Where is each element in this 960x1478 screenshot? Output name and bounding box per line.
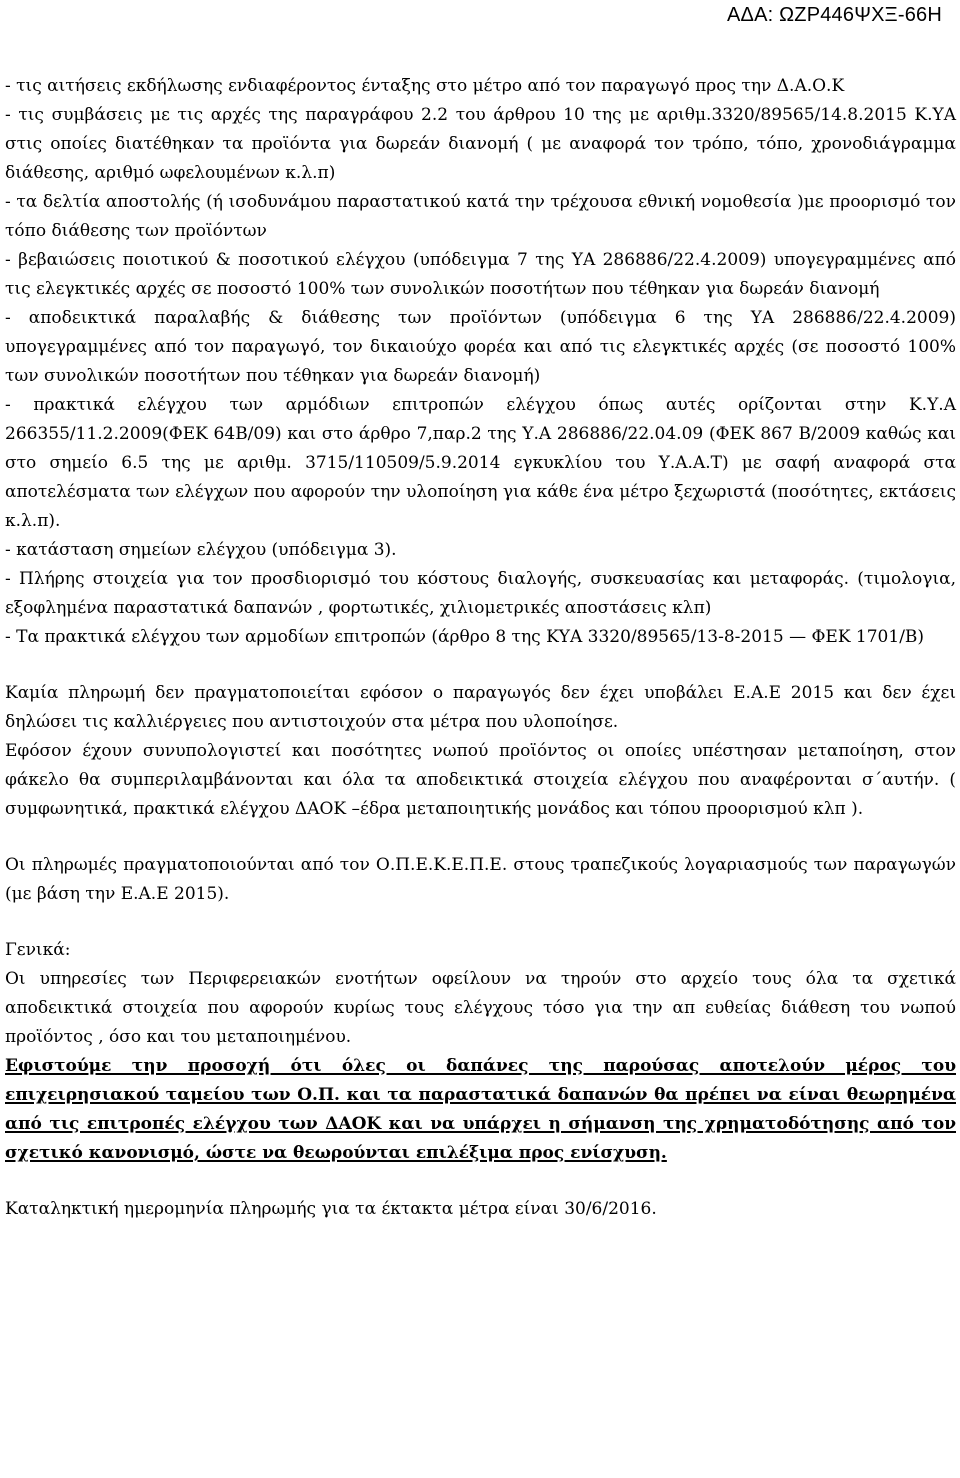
no-payment-paragraph: Καμία πληρωμή δεν πραγματοποιείται εφόσον ο παραγωγός δεν έχει υποβάλει Ε.Α.Ε 2015 και δεν έχει δηλώσει τις καλλιέργειες που αντιστοιχούν στα μέτρα που υλοποίησε. — [5, 683, 956, 732]
list-item: - κατάσταση σημείων ελέγχου (υπόδειγμα 3). — [5, 540, 397, 560]
processing-paragraph: Εφόσον έχουν συνυπολογιστεί και ποσότητες νωπού προϊόντος οι οποίες υπέστησαν μεταποίηση, στον φάκελο θα συμπεριλαμβάνονται και όλα τα αποδεικτικά στοιχεία ελέγχου που αναφέρονται σ΄αυτήν. ( συμφωνητικά, πρακτικά ελέγχου ΔΑΟΚ –έδρα μεταποιητικής μονάδος και τόπου προορισμού κλπ ). — [5, 741, 956, 819]
list-item: - Τα πρακτικά ελέγχου των αρμοδίων επιτροπών (άρθρο 8 της ΚΥΑ 3320/89565/13-8-2015 — ΦΕΚ 1701/Β) — [5, 627, 925, 647]
warning-paragraph: Εφιστούμε την προσοχή ότι όλες οι δαπάνες της παρούσας αποτελούν μέρος του επιχειρησιακού ταμείου των Ο.Π. και τα παραστατικά δαπανών θα πρέπει να είναι θεωρημένα από τις επιτροπές ελέγχου των ΔΑΟΚ και να υπάρχει η σήμανση της χρηματοδότησης από τον σχετικό κανονισμό, ώστε να θεωρούνται επιλέξιμα προς ενίσχυση. — [5, 1056, 956, 1163]
list-item: - τις συμβάσεις με τις αρχές της παραγράφου 2.2 του άρθρου 10 της με αριθμ.3320/89565/14.8.2015 Κ.ΥΑ στις οποίες διατέθηκαν τα προϊόντα για δωρεάν διανομή ( με αναφορά τον τρόπο, τόπο, χρονοδιάγραμμα διάθεσης, αριθμό ωφελουμένων κ.λ.π) — [5, 105, 956, 183]
general-heading: Γενικά: — [5, 940, 71, 960]
spacer — [5, 1168, 956, 1195]
supporting-documents-list — [5, 72, 956, 652]
document-body — [5, 72, 956, 1224]
deadline-paragraph: Καταληκτική ημερομηνία πληρωμής για τα έκτακτα μέτρα είναι 30/6/2016. — [5, 1199, 657, 1219]
spacer — [5, 652, 956, 679]
general-paragraph: Οι υπηρεσίες των Περιφερειακών ενοτήτων οφείλουν να τηρούν στο αρχείο τους όλα τα σχετικά αποδεικτικά στοιχεία που αφορούν κυρίως τους ελέγχους τόσο για την απ ευθείας διάθεση του νωπού προϊόντος , όσο και του μεταποιημένου. — [5, 969, 956, 1047]
bank-payment-paragraph: Οι πληρωμές πραγματοποιούνται από τον Ο.Π.Ε.Κ.Ε.Π.Ε. στους τραπεζικούς λογαριασμούς των παραγωγών (με βάση την Ε.Α.Ε 2015). — [5, 855, 956, 904]
list-item: - πρακτικά ελέγχου των αρμόδιων επιτροπών ελέγχου όπως αυτές ορίζονται στην Κ.Υ.Α 266355/11.2.2009(ΦΕΚ 64Β/09) και στο άρθρο 7,παρ.2 της Υ.Α 286886/22.04.09 (ΦΕΚ 867 Β/2009 καθώς και στο σημείο 6.5 της με αριθμ. 3715/110509/5.9.2014 εγκυκλίου του Υ.Α.Α.Τ) με σαφή αναφορά στα αποτελέσματα των ελέγχων που αφορούν την υλοποίηση για κάθε ένα μέτρο ξεχωριστά (ποσότητες, εκτάσεις κ.λ.π). — [5, 395, 956, 531]
list-item: - τις αιτήσεις εκδήλωσης ενδιαφέροντος ένταξης στο μέτρο από τον παραγωγό προς την Δ.Α.Ο.Κ — [5, 76, 845, 96]
list-item: - βεβαιώσεις ποιοτικού & ποσοτικού ελέγχου (υπόδειγμα 7 της ΥΑ 286886/22.4.2009) υπογεγραμμένες από τις ελεγκτικές αρχές σε ποσοστό 100% των συνολικών ποσοτήτων που τέθηκαν για δωρεάν διανομή — [5, 250, 956, 299]
spacer — [5, 824, 956, 851]
list-item: - τα δελτία αποστολής (ή ισοδυνάμου παραστατικού κατά την τρέχουσα εθνική νομοθεσία )με προορισμό τον τόπο διάθεσης των προϊόντων — [5, 192, 956, 241]
spacer — [5, 909, 956, 936]
list-item: - αποδεικτικά παραλαβής & διάθεσης των προϊόντων (υπόδειγμα 6 της ΥΑ 286886/22.4.2009) υπογεγραμμένες από τον παραγωγό, τον δικαιούχο φορέα και από τις ελεγκτικές αρχές (σε ποσοστό 100% των συνολικών ποσοτήτων που τέθηκαν για δωρεάν διανομή) — [5, 308, 956, 386]
ada-code: ΑΔΑ: ΩΖΡ446ΨΧΞ-66Η — [726, 4, 942, 26]
list-item: - Πλήρης στοιχεία για τον προσδιορισμό του κόστους διαλογής, συσκευασίας και μεταφοράς. (τιμολογια, εξοφλημένα παραστατικά δαπανών , φορτωτικές, χιλιομετρικές αποστάσεις κλπ) — [5, 569, 956, 618]
